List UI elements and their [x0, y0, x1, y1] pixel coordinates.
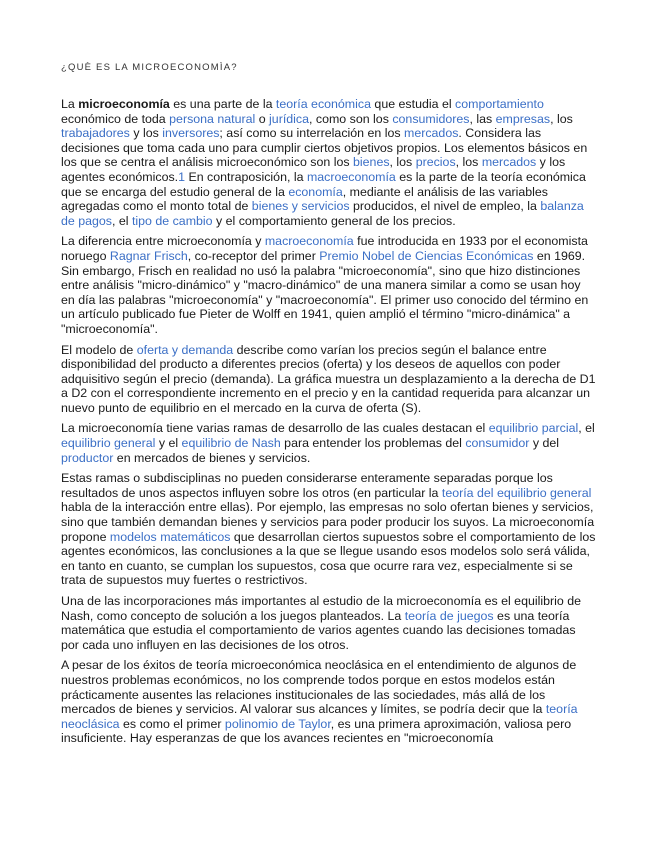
text: que desarrollan ciertos supuestos sobre el comportamiento de los agentes económicos, las conclusiones a la que se llegue usando esos modelos solo será válida, en tanto en cuanto, se cumplan los supuestos, cosa que ocurre rara vez, especialmente si se trata de supuestos muy fuertes o restrictivos.	[61, 529, 596, 588]
text: y el	[155, 436, 182, 451]
link-equilibrio-general[interactable]: equilibrio general	[61, 436, 156, 451]
text: es como el primer	[119, 716, 225, 731]
link-inversores[interactable]: inversores	[162, 126, 220, 141]
link-consumidor[interactable]: consumidor	[465, 436, 530, 451]
link-comportamiento[interactable]: comportamiento	[455, 97, 544, 111]
text: La microeconomía tiene varias ramas de desarrollo de las cuales destacan el	[61, 421, 489, 436]
link-footnote-1[interactable]: 1	[178, 169, 186, 184]
text: El modelo de	[61, 342, 137, 357]
text: , es una primera aproximación, valiosa pero insuficiente. Hay esperanzas de que los avances recientes en "microeconomía	[61, 716, 572, 746]
link-precios[interactable]: precios	[415, 155, 456, 170]
text: y los agentes económicos.	[61, 155, 566, 184]
text: , co-receptor del primer	[187, 248, 320, 263]
text: , los	[455, 155, 482, 170]
text: es una parte de la	[169, 97, 276, 111]
text: y el comportamiento general de los precios.	[212, 213, 456, 228]
link-macroeconomia-2[interactable]: macroeconomía	[264, 234, 354, 249]
text: es una teoría matemática que estudia el comportamiento de varios agentes cuando las decisiones tomadas por cada uno influyen en las decisiones de los otros.	[61, 608, 576, 652]
link-juridica[interactable]: jurídica	[269, 111, 309, 126]
text: y los	[129, 126, 163, 141]
text: , mediante el análisis de las variables agregadas como el monto total de	[61, 184, 548, 214]
text: que estudia el	[370, 97, 456, 111]
link-ragnar-frisch[interactable]: Ragnar Frisch	[109, 248, 188, 263]
text: , los	[550, 111, 573, 126]
text: , el	[111, 213, 132, 228]
text: en mercados de bienes y servicios.	[113, 450, 311, 465]
paragraph-4	[61, 421, 596, 465]
link-tipo-de-cambio[interactable]: tipo de cambio	[131, 213, 213, 228]
text: fue introducida en 1933 por el economista noruego	[61, 234, 588, 263]
link-bienes-y-servicios[interactable]: bienes y servicios	[251, 199, 350, 214]
text: , las	[469, 111, 496, 126]
text: ; así como su interrelación en los	[219, 126, 404, 141]
text: es la parte de la teoría económica que se encarga del estudio general de la	[61, 169, 586, 199]
link-equilibrio-de-nash[interactable]: equilibrio de Nash	[181, 436, 281, 451]
link-teoria-equilibrio-general[interactable]: teoría del equilibrio general	[441, 485, 592, 500]
text: La	[61, 97, 79, 111]
text: producidos, el nivel de empleo, la	[349, 199, 541, 214]
link-equilibrio-parcial[interactable]: equilibrio parcial	[488, 421, 579, 436]
link-trabajadores[interactable]: trabajadores	[61, 126, 130, 141]
text: o	[255, 111, 270, 126]
link-teoria-economica[interactable]: teoría económica	[275, 97, 371, 111]
bold-term: microeconomía	[78, 97, 170, 111]
link-macroeconomia[interactable]: macroeconomía	[306, 169, 396, 184]
text: A pesar de los éxitos de teoría microeconómica neoclásica en el entendimiento de algunos de nuestros problemas económicos, no los comprende todos porque en estos modelos están prácticamente ausentes las relaciones institucionales de las sociedades, más allá de los mercados de bienes y servicios. Al valorar sus alcances y límites, se podría decir que la	[61, 658, 577, 717]
link-bienes[interactable]: bienes	[353, 155, 390, 170]
text: , el	[578, 421, 595, 436]
text: económico de toda	[61, 111, 170, 126]
page-title: ¿QUÈ ES LA MICROECONOMÌA?	[61, 62, 238, 73]
paragraph-7	[61, 658, 596, 746]
text: describe como varían los precios según el balance entre disponibilidad del producto a diferentes precios (oferta) y los deseos de aquellos con poder adquisitivo según el precio (demanda). La gráfica muestra un desplazamiento a la derecha de D1 a D2 con el correspondiente incremento en el precio y en la cantidad requerida para alcanzar un nuevo punto de equilibrio en el mercado en la curva de oferta (S).	[61, 342, 596, 415]
link-mercados-2[interactable]: mercados	[481, 155, 537, 170]
text: , como son los	[309, 111, 393, 126]
link-mercados[interactable]: mercados	[404, 126, 459, 141]
paragraph-3	[61, 343, 596, 416]
text: Estas ramas o subdisciplinas no pueden considerarse enteramente separadas porque los resultados de unos aspectos influyen sobre los otros (en particular la	[61, 471, 553, 500]
link-modelos-matematicos[interactable]: modelos matemáticos	[109, 529, 231, 544]
link-balanza-de-pagos[interactable]: balanza de pagos	[61, 199, 584, 228]
link-teoria-de-juegos[interactable]: teoría de juegos	[404, 608, 494, 623]
link-teoria-neoclasica[interactable]: teoría neoclásica	[61, 702, 578, 731]
link-economia[interactable]: economía	[288, 184, 343, 199]
link-empresas[interactable]: empresas	[495, 111, 551, 126]
link-polinomio-de-taylor[interactable]: polinomio de Taylor	[224, 716, 331, 731]
link-premio-nobel[interactable]: Premio Nobel de Ciencias Económicas	[319, 248, 534, 263]
text: La diferencia entre microeconomía y	[61, 234, 265, 249]
text: habla de la interacción entre ellas). Por ejemplo, las empresas no solo ofertan bienes y servicios, sino que también demandan bienes y servicios para poder producir los suyos. La microeconomía propone	[61, 500, 595, 544]
link-oferta-y-demanda[interactable]: oferta y demanda	[136, 342, 234, 357]
article-body	[61, 97, 596, 752]
paragraph-2	[61, 234, 596, 336]
text: , los	[389, 155, 416, 170]
paragraph-1	[61, 97, 596, 228]
paragraph-5	[61, 471, 596, 588]
text: En contraposición, la	[185, 169, 307, 184]
link-consumidores[interactable]: consumidores	[392, 111, 470, 126]
text: en 1969. Sin embargo, Frisch en realidad no usó la palabra "microeconomía", sino que hizo distinciones entre análisis "micro-dinámico" y "macro-dinámico" de una manera similar a como se usan hoy en día las palabras "microeconomía" y "macroeconomía". El primer uso conocido del término en un artículo publicado fue Pieter de Wolff en 1941, quien amplió el término "micro-dinámica" a "microeconomía".	[61, 248, 589, 336]
paragraph-6	[61, 594, 596, 652]
text: para entender los problemas del	[280, 436, 466, 451]
link-productor[interactable]: productor	[61, 450, 114, 465]
text: . Considera las decisiones que toma cada uno para cumplir ciertos objetivos propios. Los elementos básicos en los que se centra el análisis microeconómico son los	[61, 126, 588, 170]
text: Una de las incorporaciones más importantes al estudio de la microeconomía es el equilibrio de Nash, como concepto de solución a los juegos planteados. La	[61, 594, 581, 623]
text: y del	[529, 436, 560, 451]
link-persona-natural[interactable]: persona natural	[169, 111, 256, 126]
